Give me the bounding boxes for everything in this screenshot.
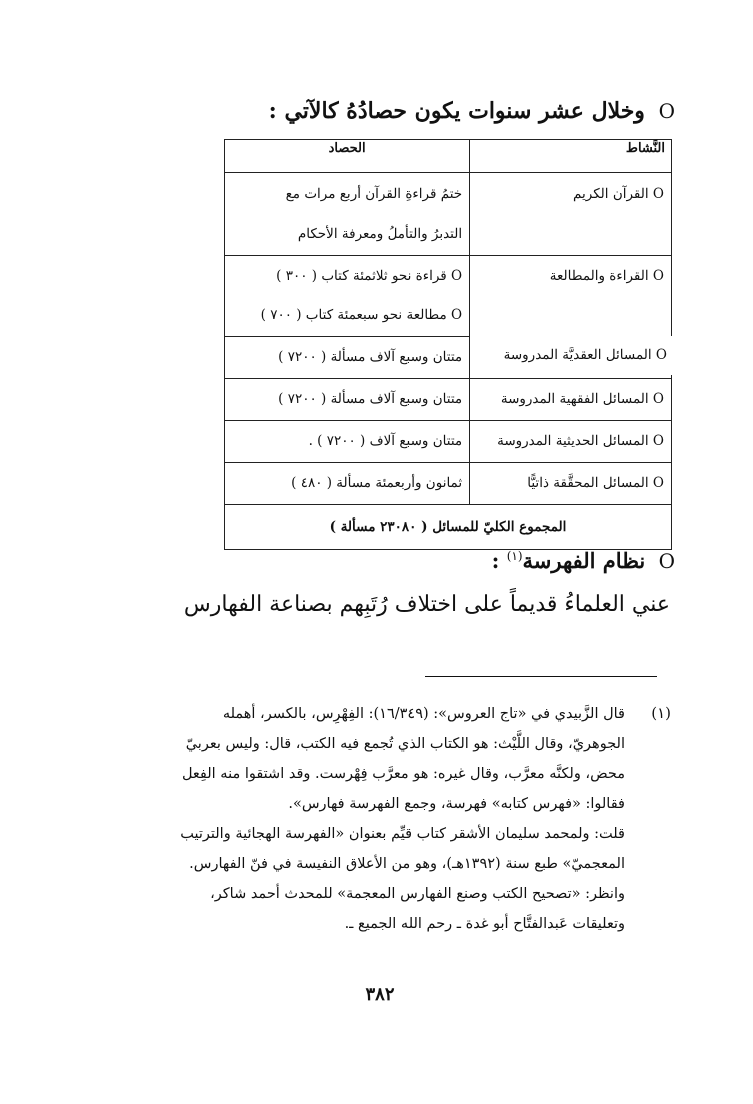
footnote-line: محض، ولكنَّه معرَّب، وقال غيره: هو معرَّب فِهْرست. وقد اشتقوا منه الفِعل	[181, 766, 625, 782]
section-heading-text: وخلال عشر سنوات يكون حصادُهُ كالآتي :	[268, 98, 645, 124]
activity-cell: O القرآن الكريم	[573, 186, 664, 202]
footnote-line: فقالوا: «فهرس كتابه» فهرسة، وجمع الفهرسة فهارس».	[288, 796, 625, 812]
table-row	[225, 463, 672, 505]
footnote-line: قال الزَّبيدي في «تاج العروس»: (١٦/٣٤٩): الفِهْرِس، بالكسر، أهمله	[222, 706, 625, 722]
heading-colon: :	[491, 548, 500, 573]
table-total-row	[225, 505, 672, 550]
harvest-cell-line: متتان وسبع آلاف ( ٧٢٠٠ ) .	[308, 433, 463, 449]
section-heading-indexing	[335, 548, 675, 573]
page-number: ٣٨٢	[365, 984, 395, 1005]
table-header-row	[225, 140, 672, 173]
circle-bullet-icon: O	[658, 99, 675, 123]
total-cell: المجموع الكليّ للمسائل ( ٢٣٠٨٠ مسألة )	[225, 505, 672, 550]
footnote-divider	[425, 676, 657, 677]
section-heading-text: نظام الفهرسة	[522, 548, 646, 573]
table-row	[225, 421, 672, 463]
footnote-line: وتعليقات عَبدالفتَّاح أبو غدة ـ رحم الله الجميع ـ.	[344, 916, 625, 932]
harvest-cell-line: ختمُ قراءةِ القرآن أربع مرات مع	[285, 186, 463, 202]
activity-cell: O المسائل المحقَّقة ذاتيًّا	[527, 475, 664, 491]
harvest-cell-line: ثمانون وأربعمئة مسألة ( ٤٨٠ )	[291, 475, 463, 491]
footnote-line: المعجميّ» طبع سنة (١٣٩٢هـ)، وهو من الأعلاق النفيسة في فنّ الفهارس.	[189, 856, 625, 872]
footnote-line: وانظر: «تصحيح الكتب وصنع الفهارس المعجمة» للمحدث أحمد شاكر،	[210, 886, 625, 902]
header-activity: النَّشاط	[470, 140, 672, 173]
activity-cell: O المسائل الحديثية المدروسة	[497, 433, 664, 449]
section-heading-harvest	[140, 98, 675, 124]
footnote-reference: (١)	[506, 549, 523, 563]
activity-cell: O القراءة والمطالعة	[549, 268, 664, 284]
harvest-cell-line: O مطالعة نحو سبعمئة كتاب ( ٧٠٠ )	[260, 307, 463, 323]
body-paragraph: عني العلماءُ قديماً على اختلاف رُتَبِهم بصناعة الفهارس	[183, 592, 670, 617]
activity-cell: O المسائل الفقهية المدروسة	[500, 391, 664, 407]
footnote-number: (١)	[651, 704, 671, 722]
harvest-cell-line: التدبرُ والتأملُ ومعرفة الأحكام	[297, 226, 463, 242]
footnote-line: قلت: ولمحمد سليمان الأشقر كتاب قيِّم بعنوان «الفهرسة الهجائية والترتيب	[180, 826, 625, 842]
table-row	[225, 256, 672, 337]
harvest-cell-line: متتان وسبع آلاف مسألة ( ٧٢٠٠ )	[278, 391, 463, 407]
table-row	[225, 379, 672, 421]
activity-cell: O المسائل العقديَّة المدروسة	[475, 336, 673, 375]
harvest-cell-line: متتان وسبع آلاف مسألة ( ٧٢٠٠ )	[278, 349, 463, 365]
table-row	[225, 173, 672, 256]
header-harvest: الحصاد	[225, 140, 470, 173]
harvest-cell-line: O قراءة نحو ثلاثمئة كتاب ( ٣٠٠ )	[276, 268, 463, 284]
footnote-line: الجوهريّ، وقال اللَّيْث: هو الكتاب الذي تُجمع فيه الكتب، قال: وليس بعربيّ	[185, 736, 625, 752]
circle-bullet-icon: O	[658, 549, 675, 573]
